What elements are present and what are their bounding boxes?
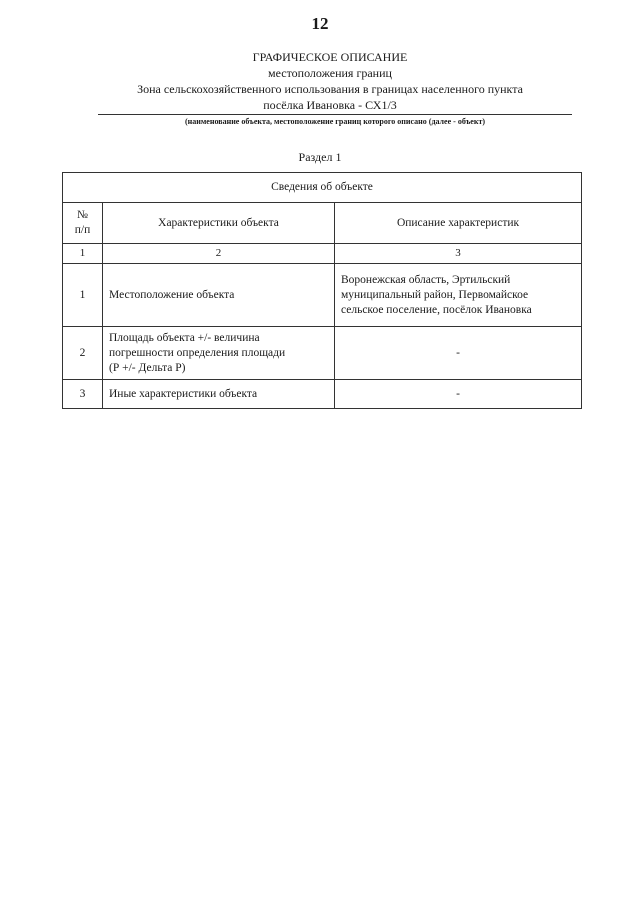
- header-characteristic: Характеристики объекта: [103, 203, 335, 244]
- row-number: 3: [63, 380, 103, 409]
- column-number-row: [63, 244, 582, 264]
- row-number: 2: [63, 327, 103, 380]
- characteristic-line: Площадь объекта +/- величина: [109, 331, 260, 344]
- heading-zone-code: посёлка Ивановка - СХ1/3: [263, 98, 397, 112]
- table-row: [63, 380, 582, 409]
- row-characteristic: Иные характеристики объекта: [103, 380, 335, 409]
- row-description: -: [335, 380, 582, 409]
- heading-zone-name: Зона сельскохозяйственного использования в границах населенного пункта: [137, 82, 523, 96]
- table-row: [63, 327, 582, 380]
- header-number-line: №: [77, 209, 88, 221]
- column-number: 3: [335, 244, 582, 264]
- row-characteristic: [103, 327, 335, 380]
- row-description: [335, 264, 582, 327]
- description-line: сельское поселение, посёлок Ивановка: [341, 303, 532, 316]
- page-number: 12: [311, 14, 329, 33]
- characteristic-line: (Р +/- Дельта Р): [109, 361, 186, 374]
- object-info-table: [62, 172, 582, 409]
- column-number: 1: [63, 244, 103, 264]
- description-line: Воронежская область, Эртильский: [341, 273, 511, 286]
- table-row: [63, 264, 582, 327]
- header-description: Описание характеристик: [335, 203, 582, 244]
- row-characteristic: Местоположение объекта: [103, 264, 335, 327]
- table-title: Сведения об объекте: [63, 173, 582, 203]
- heading-title: ГРАФИЧЕСКОЕ ОПИСАНИЕ: [252, 50, 408, 64]
- column-number: 2: [103, 244, 335, 264]
- characteristic-line: погрешности определения площади: [109, 346, 286, 359]
- table-header-row: [63, 203, 582, 244]
- object-caption: (наименование объекта, местоположение границ которого описано (далее - объект): [184, 117, 486, 126]
- heading-subtitle: местоположения границ: [268, 66, 392, 80]
- underline-rule: [98, 114, 572, 115]
- row-number: 1: [63, 264, 103, 327]
- document-heading: [90, 49, 570, 113]
- description-line: муниципальный район, Первомайское: [341, 288, 529, 301]
- header-number: [63, 203, 103, 244]
- row-description: -: [335, 327, 582, 380]
- section-title: Раздел 1: [298, 150, 342, 164]
- table-title-row: [63, 173, 582, 203]
- header-number-line: п/п: [74, 224, 91, 236]
